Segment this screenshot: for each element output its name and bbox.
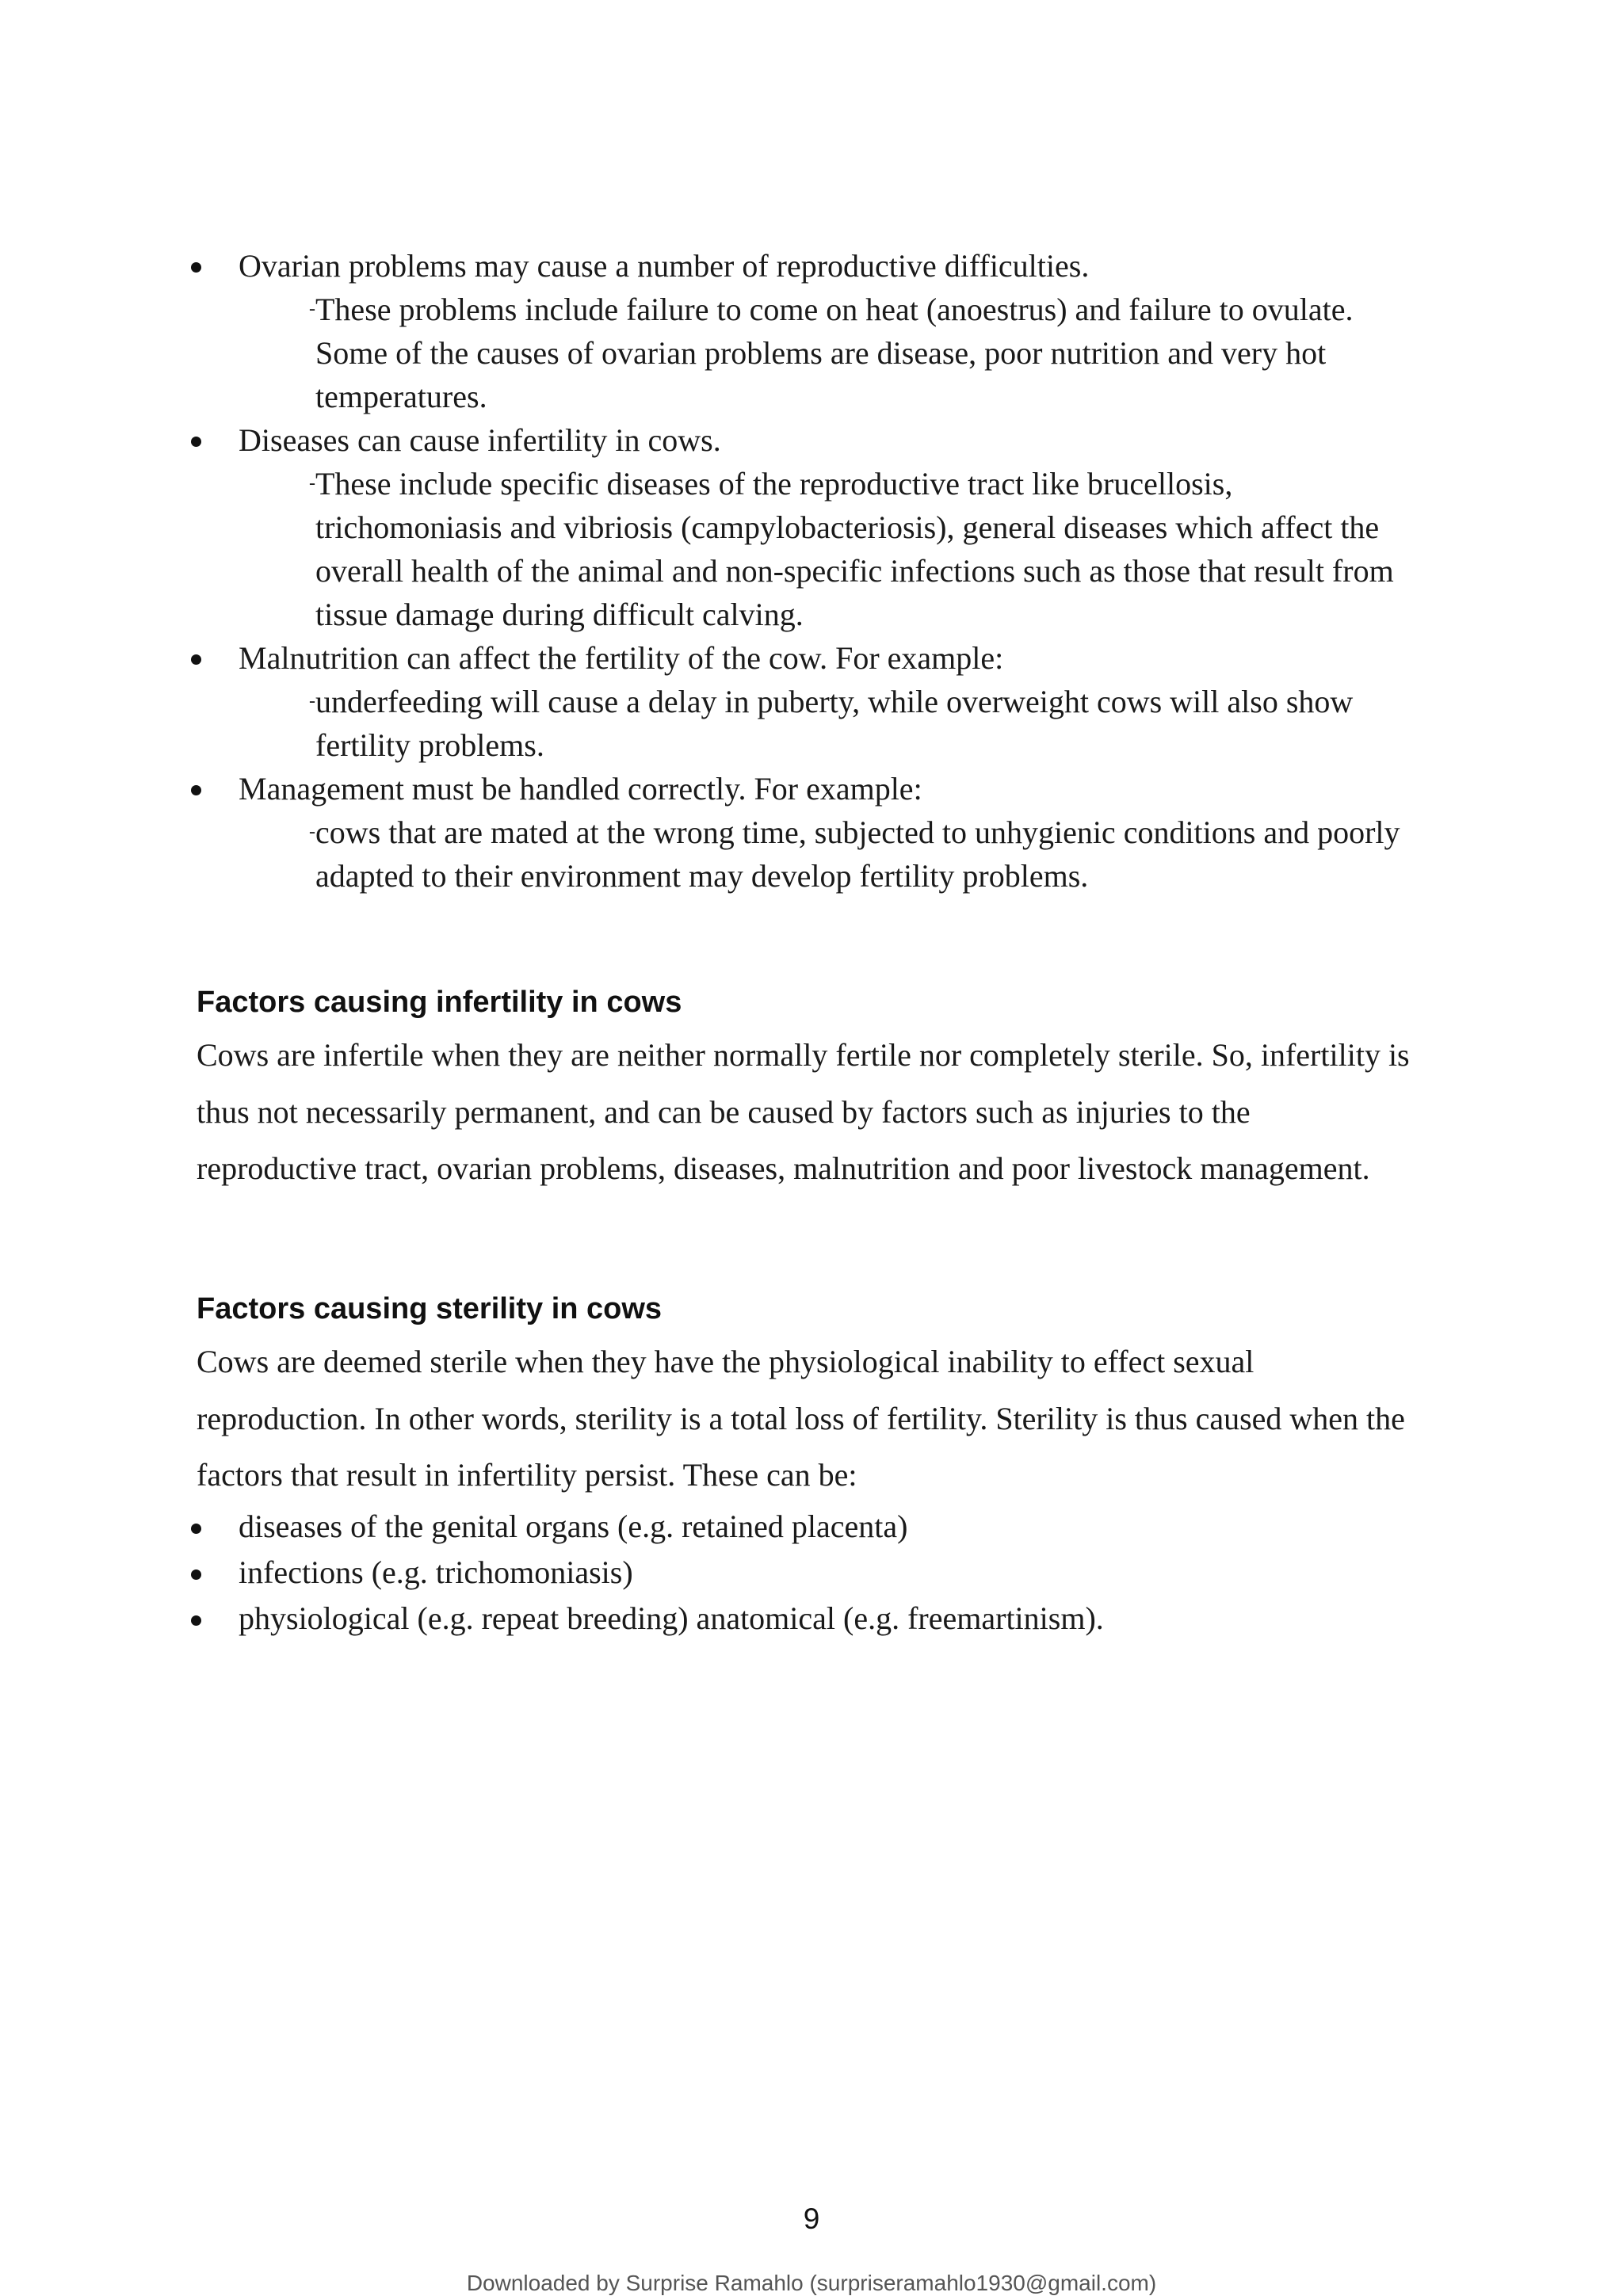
bullet-icon	[191, 785, 201, 795]
list-item	[197, 1504, 1417, 1550]
section-heading: Factors causing sterility in cows	[197, 1292, 663, 1325]
list-item-text: Malnutrition can affect the fertility of the cow. For example:	[239, 640, 1004, 676]
list-item	[197, 1550, 1417, 1596]
section-paragraph: Cows are deemed sterile when they have the physiological inability to effect sexual reproduction. In other words, sterility is a total loss of fertility. Sterility is thus caused when the factors that result in infertility persist. These can be:	[197, 1344, 1405, 1493]
sub-list-item-text: cows that are mated at the wrong time, subjected to unhygienic conditions and poorly adapted to their environment may develop fertility problems.	[315, 814, 1400, 894]
list-item-text: Ovarian problems may cause a number of reproductive difficulties.	[239, 248, 1090, 284]
bullet-icon	[191, 654, 201, 665]
list-item-text: diseases of the genital organs (e.g. retained placenta)	[239, 1508, 908, 1544]
list-item	[197, 767, 1417, 898]
list-item-text: physiological (e.g. repeat breeding) anatomical (e.g. freemartinism).	[239, 1600, 1104, 1636]
bullet-icon	[191, 1615, 201, 1626]
dash-icon: -	[309, 299, 315, 319]
list-item	[197, 418, 1417, 636]
section-paragraph: Cows are infertile when they are neither normally fertile nor completely sterile. So, infertility is thus not necessarily permanent, and can be caused by factors such as injuries to the reproductive tract, ovarian problems, diseases, malnutrition and poor livestock management.	[197, 1037, 1410, 1186]
list-item-text: Diseases can cause infertility in cows.	[239, 422, 721, 458]
sub-list-item	[239, 810, 1417, 898]
sub-list-item	[239, 680, 1417, 767]
sub-list	[239, 462, 1417, 636]
sub-list	[239, 810, 1417, 898]
sub-list	[239, 680, 1417, 767]
sub-list-item-text: These problems include failure to come on heat (anoestrus) and failure to ovulate. Some of the causes of ovarian problems are disease, poor nutrition and very hot temperatures.	[315, 292, 1354, 414]
bullet-icon	[191, 1569, 201, 1580]
sub-list-item	[239, 288, 1417, 418]
download-footer: Downloaded by Surprise Ramahlo (surpriseramahlo1930@gmail.com)	[466, 2271, 1157, 2295]
sub-list-item-text: These include specific diseases of the reproductive tract like brucellosis, trichomoniasis and vibriosis (campylobacteriosis), general diseases which affect the overall health of the animal and non-specific infections such as those that result from tissue damage during difficult calving.	[315, 466, 1394, 632]
bullet-icon	[191, 262, 201, 273]
list-item-text: Management must be handled correctly. For example:	[239, 771, 922, 807]
dash-icon: -	[309, 822, 315, 842]
page-number: 9	[803, 2203, 820, 2235]
sterility-section	[197, 1289, 1417, 1642]
intro-bullet-list	[197, 244, 1417, 898]
bullet-icon	[191, 437, 201, 447]
section-heading: Factors causing infertility in cows	[197, 986, 682, 1019]
list-item-text: infections (e.g. trichomoniasis)	[239, 1554, 633, 1590]
dash-icon: -	[309, 691, 315, 711]
sub-list-item	[239, 462, 1417, 636]
infertility-section	[197, 982, 1417, 1197]
bullet-icon	[191, 1524, 201, 1534]
list-item	[197, 1596, 1417, 1642]
sub-list-item-text: underfeeding will cause a delay in puberty, while overweight cows will also show fertility problems.	[315, 684, 1354, 763]
dash-icon: -	[309, 473, 315, 494]
sub-list	[239, 288, 1417, 418]
list-item	[197, 636, 1417, 767]
list-item	[197, 244, 1417, 418]
sterility-list	[197, 1504, 1417, 1642]
